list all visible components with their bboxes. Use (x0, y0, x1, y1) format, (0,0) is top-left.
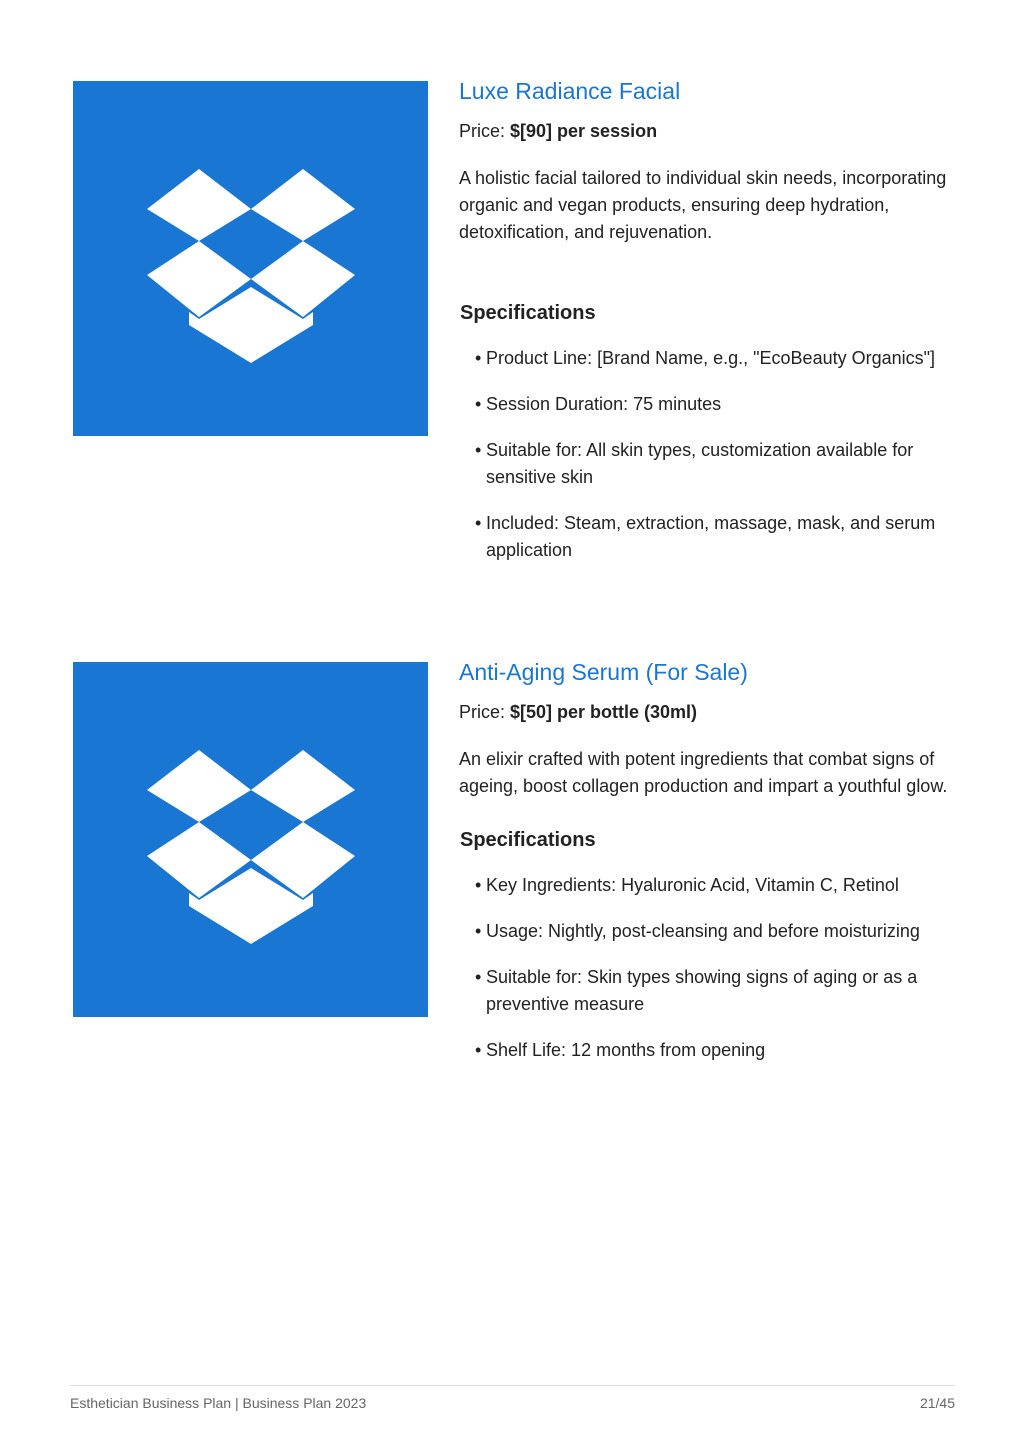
dropbox-box-icon (147, 750, 355, 944)
footer-document-title: Esthetician Business Plan | Business Plan 2023 (70, 1395, 367, 1411)
product-title: Luxe Radiance Facial (459, 78, 681, 104)
product-price (459, 700, 955, 724)
product-price (459, 119, 955, 143)
spec-item: • Shelf Life: 12 months from opening (475, 1037, 955, 1064)
price-label: Price: (459, 121, 511, 141)
spec-item: • Usage: Nightly, post-cleansing and before moisturizing (475, 918, 955, 945)
specifications-heading: Specifications (460, 302, 596, 324)
spec-item: • Included: Steam, extraction, massage, mask, and serum application (475, 510, 955, 564)
footer-page-number: 21/45 (919, 1395, 955, 1411)
price-value: $[90] per session (510, 121, 658, 141)
bullet: • (475, 513, 482, 533)
spec-item: • Suitable for: Skin types showing signs of aging or as a preventive measure (475, 964, 955, 1018)
spec-item: • Session Duration: 75 minutes (475, 391, 955, 418)
bullet: • (475, 1040, 482, 1060)
spec-item: • Suitable for: All skin types, customization available for sensitive skin (475, 437, 955, 491)
product-info (459, 76, 955, 583)
bullet: • (475, 348, 482, 368)
product-description: A holistic facial tailored to individual skin needs, incorporating organic and vegan products, ensuring deep hydration, detoxification, and rejuvenation. (459, 168, 947, 242)
bullet: • (475, 440, 482, 460)
product-image (73, 662, 428, 1017)
spec-item: • Product Line: [Brand Name, e.g., "EcoBeauty Organics"] (475, 345, 955, 372)
specifications-list (475, 345, 955, 564)
product-title: Anti-Aging Serum (For Sale) (459, 659, 748, 685)
bullet: • (475, 875, 482, 895)
bullet: • (475, 921, 482, 941)
product-info (459, 657, 955, 1083)
product-image (73, 81, 428, 436)
footer-divider (70, 1385, 955, 1386)
spec-item: • Key Ingredients: Hyaluronic Acid, Vitamin C, Retinol (475, 872, 955, 899)
specifications-list (475, 872, 955, 1064)
specifications-heading: Specifications (460, 829, 596, 851)
bullet: • (475, 967, 482, 987)
bullet: • (475, 394, 482, 414)
price-label: Price: (459, 702, 511, 722)
price-value: $[50] per bottle (30ml) (510, 702, 698, 722)
product-description: An elixir crafted with potent ingredients that combat signs of ageing, boost collagen production and impart a youthful glow. (459, 749, 948, 796)
dropbox-box-icon (147, 169, 355, 363)
